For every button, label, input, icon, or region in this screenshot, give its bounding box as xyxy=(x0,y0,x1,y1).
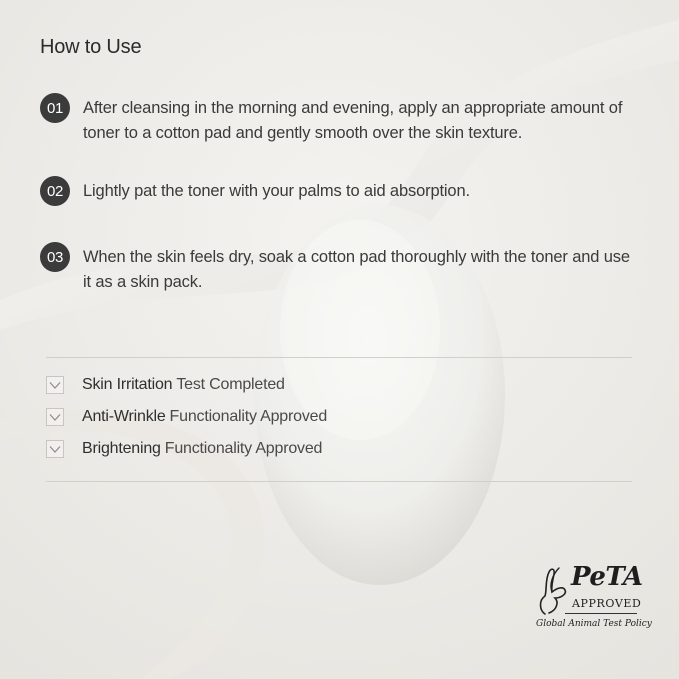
claim-highlight: Skin Irritation xyxy=(82,376,173,393)
bunny-icon xyxy=(535,564,569,616)
step-text: After cleansing in the morning and evening, apply an appropriate amount of toner to a cotton pad and gently smooth over the skin texture. xyxy=(83,99,623,142)
policy-text: Global Animal Test Policy xyxy=(536,619,652,629)
divider-top xyxy=(46,357,632,358)
step-1 xyxy=(40,96,640,146)
claim-highlight: Anti-Wrinkle xyxy=(82,408,166,425)
claim-label xyxy=(82,440,322,458)
step-number-badge: 02 xyxy=(40,176,70,206)
step-3 xyxy=(40,245,640,295)
peta-logo-text: PeTA xyxy=(571,562,643,592)
step-number-badge: 03 xyxy=(40,242,70,272)
approved-text: APPROVED xyxy=(572,597,642,610)
step-number-badge: 01 xyxy=(40,93,70,123)
step-text: When the skin feels dry, soak a cotton pad thoroughly with the toner and use it as a skin pack. xyxy=(83,248,630,291)
divider-bottom xyxy=(46,481,632,482)
claim-rest: Functionality Approved xyxy=(164,440,323,457)
claim-label xyxy=(82,408,327,426)
claim-item xyxy=(46,373,285,397)
peta-approved-badge xyxy=(535,562,652,642)
claim-rest: Test Completed xyxy=(176,376,285,393)
claim-rest: Functionality Approved xyxy=(169,408,328,425)
checkmark-icon xyxy=(46,440,64,458)
claim-highlight: Brightening xyxy=(82,440,161,457)
checkmark-icon xyxy=(46,408,64,426)
step-2 xyxy=(40,179,640,206)
claim-item xyxy=(46,405,327,429)
checkmark-icon xyxy=(46,376,64,394)
step-text: Lightly pat the toner with your palms to aid absorption. xyxy=(83,182,470,200)
badge-rule xyxy=(565,613,637,614)
page-title: How to Use xyxy=(40,36,142,58)
claim-item xyxy=(46,437,322,461)
claim-label xyxy=(82,376,285,394)
